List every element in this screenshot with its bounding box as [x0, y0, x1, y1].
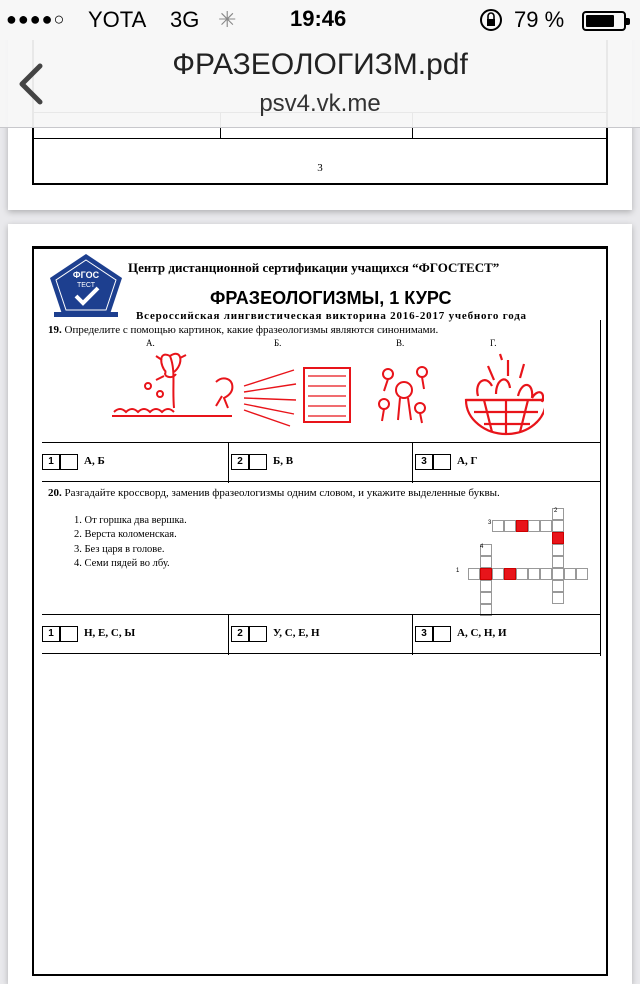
clue-2: 2. Верста коломенская.	[74, 529, 177, 540]
crossword-cell	[540, 520, 552, 532]
crossword-highlight-cell	[516, 520, 528, 532]
quiz-subtitle: Всероссийская лингвистическая викторина 2016-2017 учебного года	[136, 310, 527, 322]
q20-option-2[interactable]	[228, 615, 414, 655]
crossword-cell	[552, 592, 564, 604]
svg-text:ФГОС: ФГОС	[72, 270, 100, 280]
crossword-highlight-cell	[504, 568, 516, 580]
signal-strength-icon: ●●●●○	[6, 9, 66, 29]
crossword-highlight-cell	[480, 568, 492, 580]
q19-option-3[interactable]	[412, 443, 600, 483]
battery-percent: 79 %	[514, 7, 565, 32]
option-text: У, С, Е, Н	[273, 627, 320, 639]
q20-option-3[interactable]	[412, 615, 600, 655]
crossword-grid	[448, 510, 588, 630]
crossword-cell	[564, 568, 576, 580]
navigation-bar	[0, 40, 640, 128]
answer-checkbox[interactable]	[249, 626, 267, 642]
picture-label-a: А.	[146, 338, 155, 348]
picture-label-g: Г.	[490, 338, 497, 348]
option-text: А, Б	[84, 455, 105, 467]
crossword-highlight-cell	[552, 532, 564, 544]
option-number: 3	[415, 626, 433, 642]
option-number: 2	[231, 626, 249, 642]
picture-label-b: Б.	[274, 338, 282, 348]
question-20: 20. Разгадайте кроссворд, заменив фразеологизмы одним словом, и укажите выделенные буквы.	[48, 487, 500, 499]
crossword-cell	[552, 580, 564, 592]
crossword-number: 4	[480, 544, 484, 550]
crossword-number: 1	[456, 568, 460, 574]
illustration-b	[216, 368, 350, 426]
clue-3: 3. Без царя в голове.	[74, 544, 165, 555]
option-text: Н, Е, С, Ы	[84, 627, 136, 639]
crossword-cell	[516, 568, 528, 580]
carrier-name: YOTA	[88, 7, 147, 32]
picture-label-v: В.	[396, 338, 405, 348]
crossword-cell	[528, 520, 540, 532]
answer-checkbox[interactable]	[60, 626, 78, 642]
status-bar	[0, 0, 640, 40]
crossword-cell	[576, 568, 588, 580]
option-number: 1	[42, 454, 60, 470]
clue-1: 1. От горшка два вершка.	[74, 515, 187, 526]
crossword-cell	[540, 568, 552, 580]
q20-answer-row	[42, 614, 600, 654]
answer-checkbox[interactable]	[249, 454, 267, 470]
question-19: 19. Определите с помощью картинок, какие фразеологизмы являются синонимами.	[48, 324, 439, 336]
crossword-number: 2	[554, 508, 558, 514]
crossword-cell	[480, 592, 492, 604]
illustration-v	[379, 367, 427, 423]
answer-checkbox[interactable]	[60, 454, 78, 470]
clue-4: 4. Семи пядей во лбу.	[74, 558, 170, 569]
crossword-cell	[480, 580, 492, 592]
quiz-title: ФРАЗЕОЛОГИЗМЫ, 1 КУРС	[210, 288, 452, 308]
q20-option-1[interactable]	[42, 615, 228, 655]
option-number: 2	[231, 454, 249, 470]
battery-level-fill	[586, 15, 614, 27]
battery-icon	[582, 11, 626, 31]
document-title: ФРАЗЕОЛОГИЗМ.pdf	[172, 48, 468, 81]
q19-answer-row	[42, 442, 600, 482]
fgostest-logo	[48, 252, 124, 318]
crossword-cell	[552, 556, 564, 568]
network-type: 3G	[170, 7, 200, 32]
pdf-page-current[interactable]	[8, 224, 632, 984]
option-text: А, С, Н, И	[457, 627, 507, 639]
crossword-cell	[492, 520, 504, 532]
document-source: psv4.vk.me	[259, 90, 381, 117]
crossword-cell	[552, 568, 564, 580]
crossword-cell	[504, 520, 516, 532]
crossword-cell	[552, 520, 564, 532]
q19-option-2[interactable]	[228, 443, 414, 483]
q19-option-1[interactable]	[42, 443, 228, 483]
center-name: Центр дистанционной сертификации учащихся “ФГОСТЕСТ”	[128, 260, 500, 275]
crossword-cell	[480, 556, 492, 568]
svg-text:ТЕСТ: ТЕСТ	[76, 282, 96, 289]
crossword-cell	[468, 568, 480, 580]
option-number: 1	[42, 626, 60, 642]
answer-checkbox[interactable]	[433, 454, 451, 470]
crossword-cell	[552, 544, 564, 556]
activity-spinner-icon: ✳	[218, 7, 237, 32]
page-number: 3	[317, 162, 323, 174]
illustration-a	[112, 354, 232, 416]
illustration-g	[466, 354, 544, 434]
crossword-cell	[492, 568, 504, 580]
answer-checkbox[interactable]	[433, 626, 451, 642]
crossword-cell	[528, 568, 540, 580]
option-text: Б, В	[273, 455, 294, 467]
rotation-lock-icon	[478, 7, 504, 39]
option-text: А, Г	[457, 455, 478, 467]
idiom-illustrations	[104, 346, 544, 436]
option-number: 3	[415, 454, 433, 470]
clock: 19:46	[290, 6, 347, 31]
crossword-number: 3	[488, 520, 492, 526]
